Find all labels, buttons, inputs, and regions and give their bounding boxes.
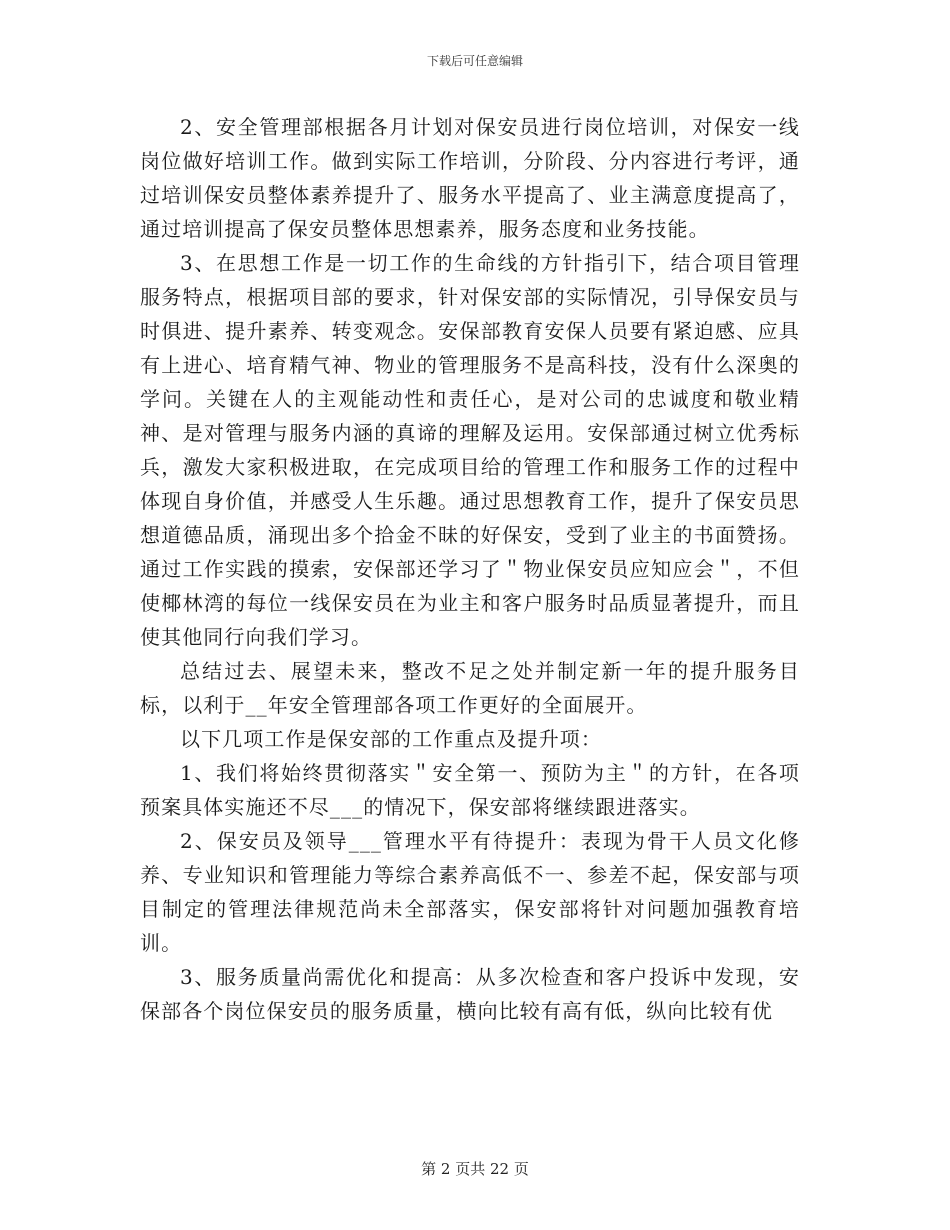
paragraph: 3、在思想工作是一切工作的生命线的方针指引下，结合项目管理服务特点，根据项目部的要求，针对保安部的实际情况，引导保安员与时俱进、提升素养、转变观念。安保部教育安保人员要有紧迫感、应具有上进心、培育精气神、物业的管理服务不是高科技，没有什么深奥的学问。关键在人的主观能动性和责任心，是对公司的忠诚度和敬业精神、是对管理与服务内涵的真谛的理解及运用。安保部通过树立优秀标兵，激发大家积极进取，在完成项目给的管理工作和服务工作的过程中体现自身价值，并感受人生乐趣。通过思想教育工作，提升了保安员思想道德品质，涌现出多个拾金不昧的好保安，受到了业主的书面赞扬。通过工作实践的摸索，安保部还学习了＂物业保安员应知应会＂，不但使椰林湾的每位一线保安员在为业主和客户服务时品质显著提升，而且使其他同行向我们学习。	[140, 251, 800, 649]
paragraph: 2、保安员及领导___管理水平有待提升：表现为骨干人员文化修养、专业知识和管理能力等综合素养高低不一、参差不起，保安部与项目制定的管理法律规范尚未全部落实，保安部将针对问题加强教育培训。	[140, 829, 800, 955]
paragraph: 2、安全管理部根据各月计划对保安员进行岗位培训，对保安一线岗位做好培训工作。做到实际工作培训，分阶段、分内容进行考评，通过培训保安员整体素养提升了、服务水平提高了、业主满意度提高了，通过培训提高了保安员整体思想素养，服务态度和业务技能。	[140, 115, 800, 241]
page-footer: 第 2 页共 22 页	[421, 1160, 529, 1178]
paragraph: 1、我们将始终贯彻落实＂安全第一、预防为主＂的方针，在各项预案具体实施还不尽___的情况下，保安部将继续跟进落实。	[140, 761, 800, 819]
page-header: 下载后可任意编辑	[426, 54, 523, 68]
paragraph: 总结过去、展望未来，整改不足之处并制定新一年的提升服务目标，以利于__年安全管理部各项工作更好的全面展开。	[140, 659, 800, 717]
document-body	[140, 110, 800, 1028]
paragraph: 以下几项工作是保安部的工作重点及提升项：	[180, 727, 602, 751]
paragraph: 3、服务质量尚需优化和提高：从多次检查和客户投诉中发现，安保部各个岗位保安员的服务质量，横向比较有高有低，纵向比较有优	[140, 965, 800, 1023]
